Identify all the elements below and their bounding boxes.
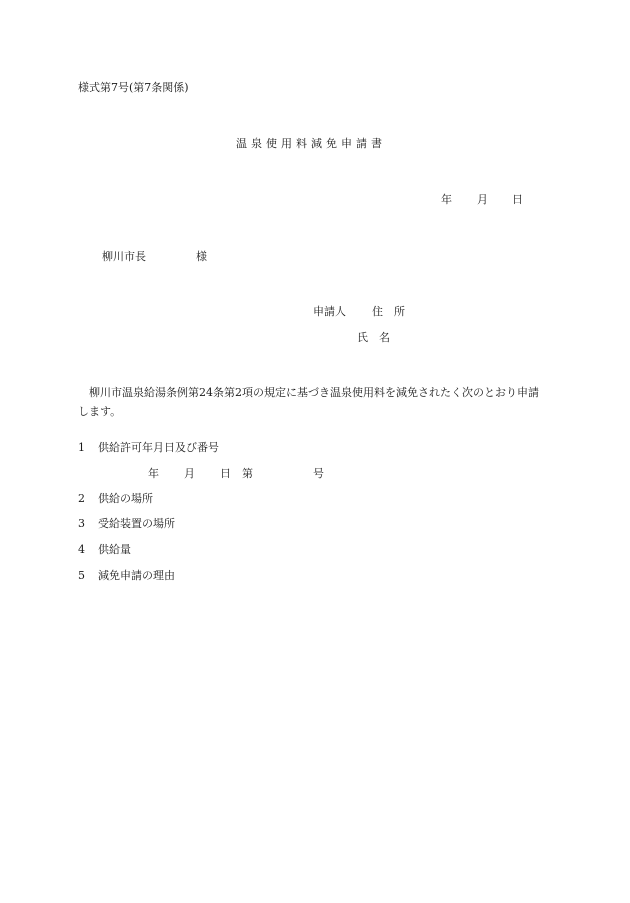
item-number: 2 bbox=[78, 492, 85, 505]
addressee-honorific: 様 bbox=[196, 250, 207, 263]
permit-day-label: 日 bbox=[220, 467, 231, 480]
item-2 bbox=[78, 492, 153, 506]
permit-dai-label: 第 bbox=[242, 467, 253, 480]
item-label: 供給許可年月日及び番号 bbox=[98, 441, 219, 454]
item-number: 1 bbox=[78, 441, 85, 454]
name-label: 氏 名 bbox=[357, 331, 390, 344]
date-month-label: 月 bbox=[477, 193, 488, 206]
item-1 bbox=[78, 441, 219, 455]
body-paragraph: 柳川市温泉給湯条例第24条第2項の規定に基づき温泉使用料を減免されたく次のとおり申請します。 bbox=[78, 386, 539, 418]
permit-year-label: 年 bbox=[148, 467, 159, 480]
item-label: 供給量 bbox=[98, 543, 131, 556]
date-day-label: 日 bbox=[512, 193, 523, 206]
permit-go-label: 号 bbox=[313, 467, 324, 480]
item-label: 供給の場所 bbox=[98, 492, 153, 505]
form-number: 様式第7号(第7条関係) bbox=[78, 81, 189, 94]
item-4 bbox=[78, 543, 131, 557]
applicant-label: 申請人 bbox=[313, 305, 346, 318]
item-number: 4 bbox=[78, 543, 85, 556]
item-label: 減免申請の理由 bbox=[98, 569, 175, 582]
item-number: 3 bbox=[78, 517, 85, 530]
item-5 bbox=[78, 569, 175, 583]
item-3 bbox=[78, 517, 175, 531]
permit-month-label: 月 bbox=[184, 467, 195, 480]
address-label: 住 所 bbox=[372, 305, 405, 318]
item-label: 受給装置の場所 bbox=[98, 517, 175, 530]
document-title: 温泉使用料減免申請書 bbox=[236, 137, 386, 150]
addressee-name: 柳川市長 bbox=[102, 250, 146, 263]
date-year-label: 年 bbox=[441, 193, 452, 206]
item-number: 5 bbox=[78, 569, 85, 582]
